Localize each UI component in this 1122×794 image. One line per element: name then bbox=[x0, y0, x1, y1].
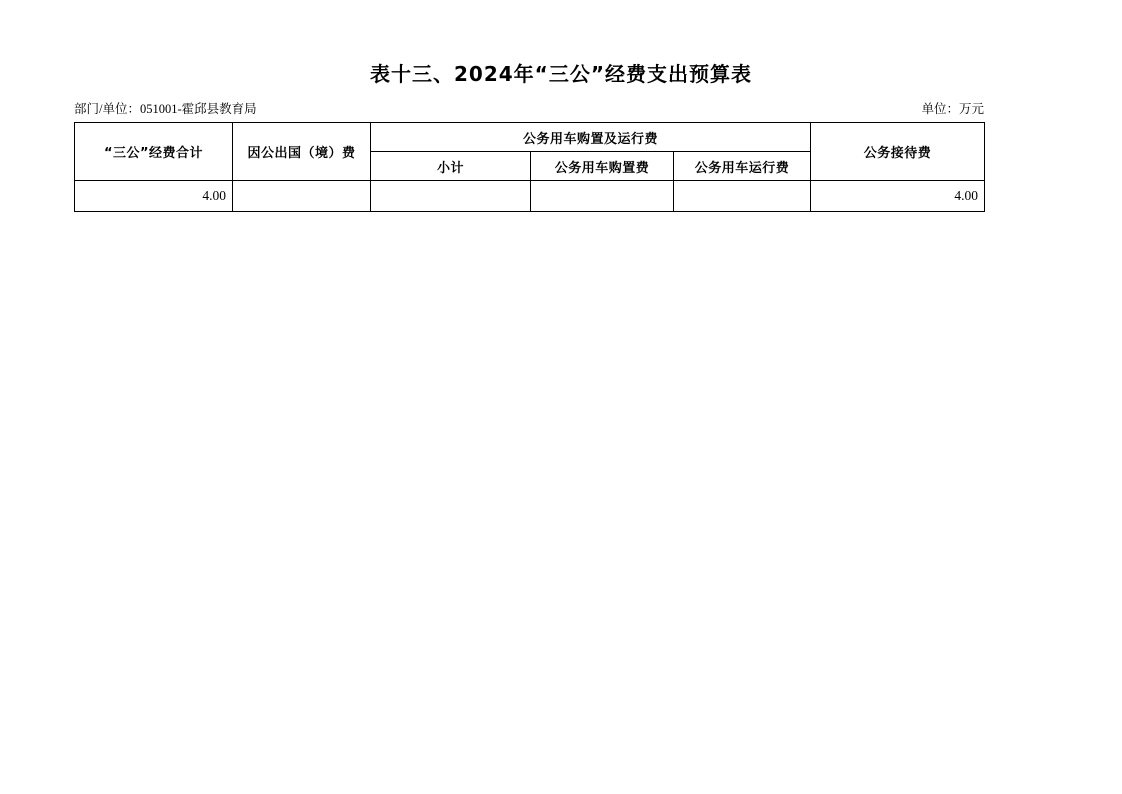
header-total: “三公”经费合计 bbox=[75, 123, 233, 181]
header-vehicle-group: 公务用车购置及运行费 bbox=[371, 123, 811, 152]
budget-table bbox=[74, 122, 985, 212]
header-vehicle-purchase: 公务用车购置费 bbox=[531, 152, 674, 181]
table-header-row-1 bbox=[75, 123, 985, 152]
header-vehicle-subtotal: 小计 bbox=[371, 152, 531, 181]
table-row bbox=[75, 181, 985, 212]
meta-row bbox=[74, 99, 984, 117]
page-title: 表十三、2024年“三公”经费支出预算表 bbox=[370, 62, 752, 86]
department-label: 部门/单位：051001-霍邱县教育局 bbox=[74, 102, 257, 116]
header-vehicle-operation: 公务用车运行费 bbox=[674, 152, 811, 181]
cell-abroad bbox=[233, 181, 371, 212]
cell-total: 4.00 bbox=[75, 181, 233, 212]
cell-vehicle-purchase bbox=[531, 181, 674, 212]
table-body bbox=[75, 181, 985, 212]
table-header bbox=[75, 123, 985, 181]
cell-reception: 4.00 bbox=[811, 181, 985, 212]
header-abroad: 因公出国（境）费 bbox=[233, 123, 371, 181]
header-reception: 公务接待费 bbox=[811, 123, 985, 181]
cell-vehicle-operation bbox=[674, 181, 811, 212]
unit-label: 单位：万元 bbox=[921, 102, 984, 116]
cell-vehicle-subtotal bbox=[371, 181, 531, 212]
